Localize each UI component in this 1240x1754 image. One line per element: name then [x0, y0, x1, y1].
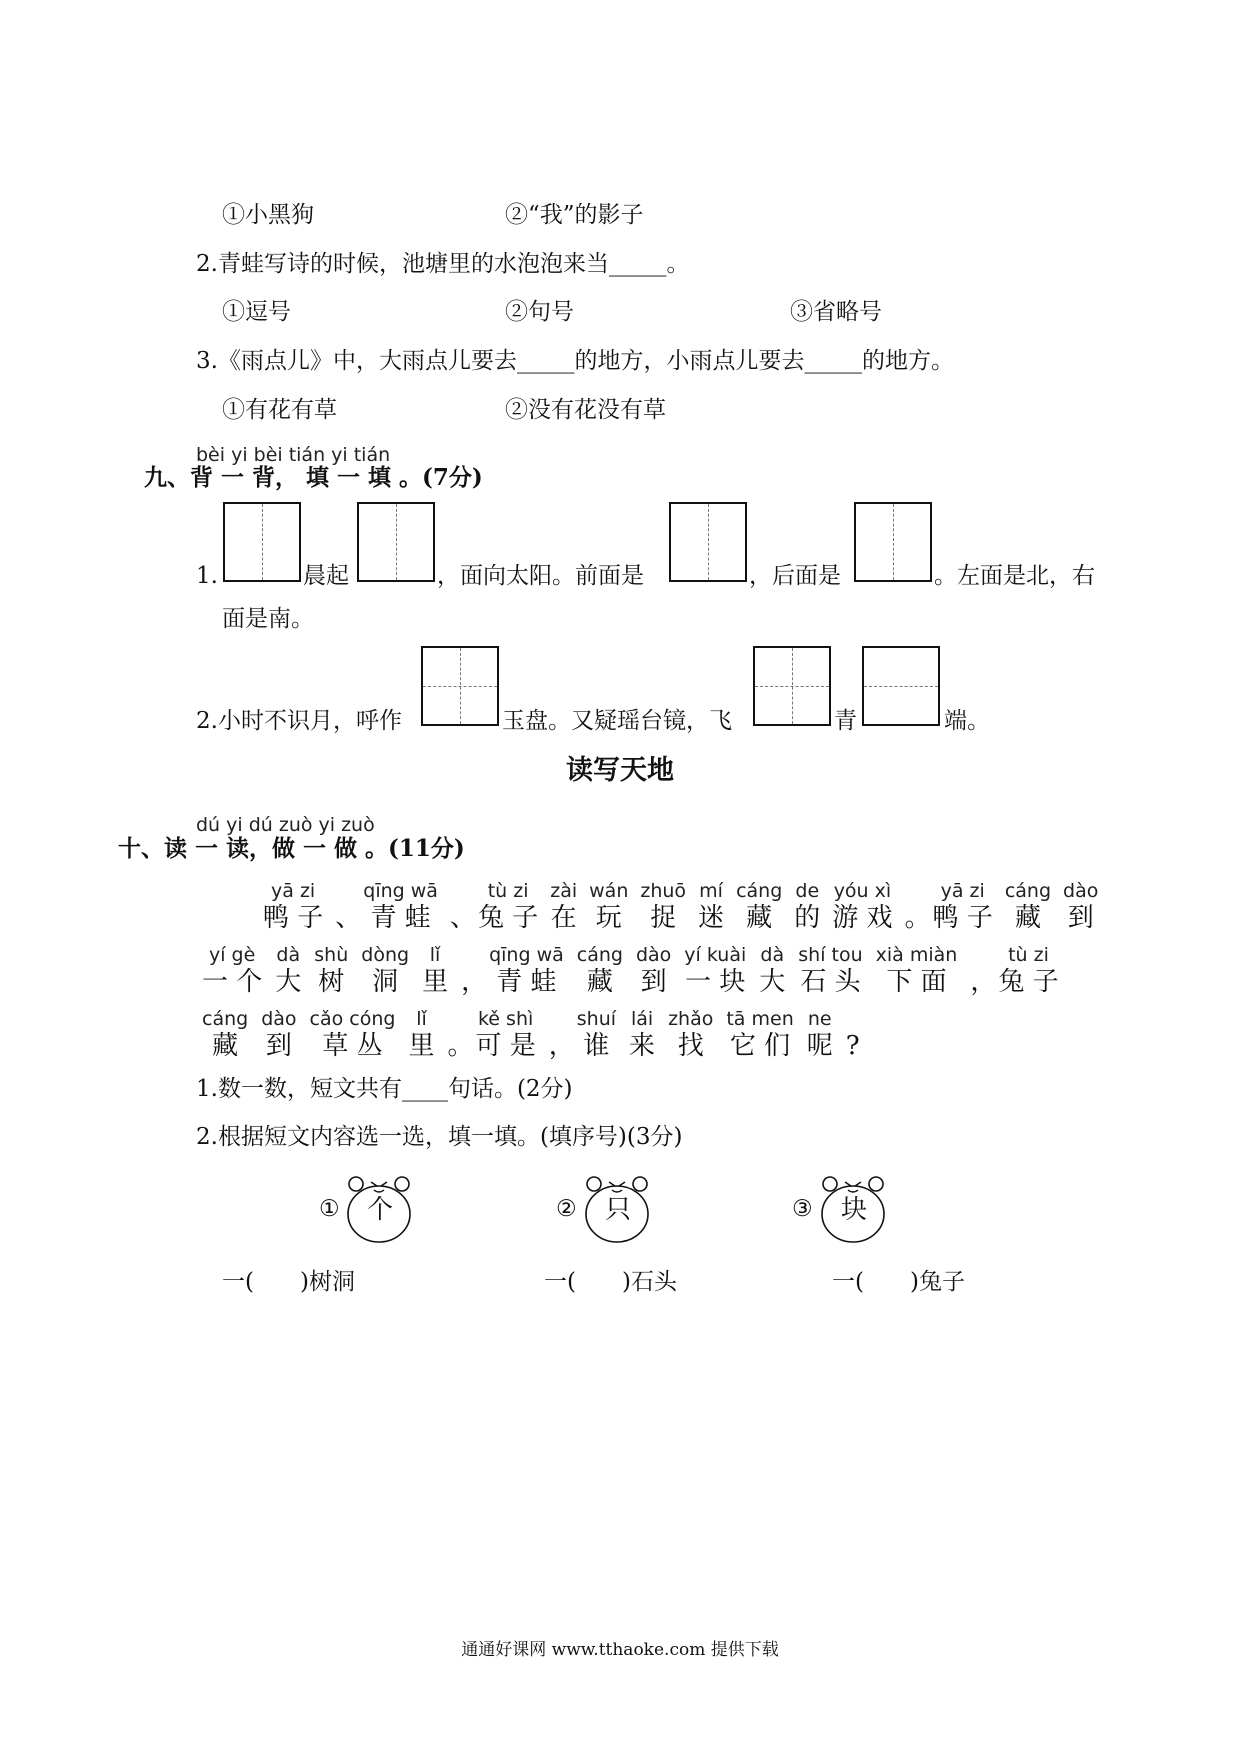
passage-word	[698, 880, 724, 934]
word-pinyin: shuí	[576, 1008, 617, 1030]
word-pinyin: tù zi	[487, 880, 529, 902]
q1-option-1: ①小黑狗	[222, 202, 314, 228]
word-hanzi: 呢	[806, 1031, 833, 1061]
passage-word	[478, 880, 538, 934]
q10-title-pinyin: dú yi dú zuò yi zuò	[196, 814, 375, 836]
passage-word	[202, 944, 262, 998]
word-pinyin: xià miàn	[875, 944, 958, 966]
word-hanzi: 大	[759, 967, 786, 997]
word-hanzi: 在	[550, 903, 577, 933]
word-pinyin: shí tou	[798, 944, 863, 966]
word-pinyin: cáng	[202, 1008, 249, 1030]
word-hanzi: 、	[335, 903, 362, 933]
word-pinyin: yóu xì	[833, 880, 892, 902]
word-pinyin: yā zi	[271, 880, 316, 902]
passage-word	[640, 880, 686, 934]
passage-word	[408, 1008, 434, 1062]
passage-word	[998, 944, 1058, 998]
passage-word	[549, 1008, 575, 1062]
word-hanzi: 到	[265, 1031, 292, 1061]
passage-word	[1063, 880, 1098, 934]
passage-word	[759, 944, 785, 998]
word-hanzi: 里	[408, 1031, 435, 1061]
q1-option-2: ②“我”的影子	[505, 202, 644, 228]
passage-word	[684, 944, 746, 998]
word-pinyin: yí kuài	[684, 944, 747, 966]
word-hanzi: 。	[904, 903, 931, 933]
fill-blank-2[interactable]: 一( )石头	[544, 1269, 677, 1295]
word-hanzi: 一 块	[685, 967, 746, 997]
q10-sub2: 2.根据短文内容选一选，填一填。(填序号)(3分)	[196, 1124, 683, 1150]
q2-option-1: ①逗号	[222, 299, 291, 325]
q3-option-1: ①有花有草	[222, 397, 337, 423]
word-hanzi: 找	[677, 1031, 704, 1061]
q10-sub1: 1.数一数，短文共有____句话。(2分)	[196, 1076, 573, 1102]
word-hanzi: 鸭 子	[932, 903, 993, 933]
word-pinyin: dà	[760, 944, 785, 966]
word-hanzi: 可 是	[475, 1031, 536, 1061]
word-pinyin: cáng	[1004, 880, 1052, 902]
answer-box[interactable]	[421, 646, 499, 726]
word-pinyin	[846, 1008, 860, 1030]
word-hanzi: 大	[275, 967, 302, 997]
word-hanzi: 青 蛙	[496, 967, 557, 997]
answer-box[interactable]	[753, 646, 831, 726]
passage-word	[261, 1008, 296, 1062]
word-pinyin: qīng wā	[489, 944, 564, 966]
word-hanzi: 藏	[212, 1031, 239, 1061]
word-pinyin	[450, 880, 476, 902]
word-hanzi: ，	[461, 967, 488, 997]
passage-word	[629, 1008, 655, 1062]
fill-blank-1[interactable]: 一( )树洞	[222, 1269, 355, 1295]
word-pinyin: lái	[630, 1008, 654, 1030]
word-pinyin: qīng wā	[363, 880, 438, 902]
choice-number: ③	[792, 1196, 813, 1222]
word-hanzi: 玩	[595, 903, 622, 933]
q9-line1-text-c: ，后面是	[749, 563, 841, 589]
word-hanzi: 的	[794, 903, 821, 933]
passage-word	[275, 944, 301, 998]
passage-word	[970, 944, 996, 998]
q9-line1-text-d: 。左面是北，右	[934, 563, 1095, 589]
passage-word	[636, 944, 671, 998]
word-pinyin: lǐ	[416, 1008, 427, 1030]
passage-word	[577, 944, 623, 998]
q2-option-2: ②句号	[505, 299, 574, 325]
q9-line1-text-b: ，面向太阳。前面是	[437, 563, 644, 589]
passage-word	[933, 880, 993, 934]
passage-word	[589, 880, 628, 934]
word-pinyin: tù zi	[1008, 944, 1049, 966]
word-hanzi: 它 们	[729, 1031, 791, 1061]
passage-word	[310, 1008, 396, 1062]
word-pinyin: wán	[589, 880, 629, 902]
passage-word	[794, 880, 820, 934]
passage-word	[726, 1008, 793, 1062]
word-hanzi: 青 蛙	[370, 903, 431, 933]
word-pinyin: yí gè	[208, 944, 256, 966]
answer-box[interactable]	[669, 502, 747, 582]
passage-line	[202, 944, 1072, 998]
passage-word	[736, 880, 782, 934]
passage-word	[1005, 880, 1051, 934]
passage-line	[202, 1008, 862, 1062]
q2-option-3: ③省略号	[790, 299, 882, 325]
word-hanzi: 里	[422, 967, 449, 997]
word-pinyin: yā zi	[940, 880, 985, 902]
word-hanzi: 下 面	[886, 967, 947, 997]
passage-word	[422, 944, 448, 998]
q9-line2-text-d: 端。	[944, 708, 990, 734]
word-hanzi: 迷	[698, 903, 725, 933]
passage-word	[447, 1008, 473, 1062]
word-hanzi: 鸭 子	[263, 903, 324, 933]
footer-text: 通通好课网 www.tthaoke.com 提供下载	[461, 1640, 779, 1660]
word-hanzi: 藏	[746, 903, 773, 933]
word-hanzi: 草 丛	[322, 1031, 383, 1061]
word-hanzi: 来	[629, 1031, 656, 1061]
word-pinyin	[447, 1008, 473, 1030]
word-pinyin: shù	[314, 944, 349, 966]
choice-char: 只	[605, 1195, 632, 1225]
passage-word	[876, 944, 958, 998]
word-pinyin: dào	[261, 1008, 297, 1030]
passage-word	[361, 944, 409, 998]
passage-word	[668, 1008, 713, 1062]
word-hanzi: 兔 子	[998, 967, 1059, 997]
word-pinyin: ne	[807, 1008, 832, 1030]
word-pinyin: lǐ	[429, 944, 441, 966]
q9-line2-text-a: 2.小时不识月，呼作	[196, 708, 402, 734]
word-pinyin: dào	[635, 944, 672, 966]
passage-word	[550, 880, 577, 934]
passage-word	[202, 1008, 248, 1062]
word-pinyin	[549, 1008, 575, 1030]
word-pinyin: cáng	[576, 944, 623, 966]
word-pinyin: cáng	[736, 880, 783, 902]
q9-title: 九、背 一 背， 填 一 填 。(7分)	[144, 464, 483, 491]
word-hanzi: 藏	[1014, 903, 1041, 933]
answer-box[interactable]	[862, 646, 940, 726]
answer-box[interactable]	[357, 502, 435, 582]
word-hanzi: 洞	[372, 967, 399, 997]
choice-number: ②	[556, 1196, 577, 1222]
word-pinyin: zhǎo	[668, 1008, 714, 1030]
q9-line1-continuation: 面是南。	[222, 606, 314, 632]
passage-word	[476, 1008, 536, 1062]
passage-word	[335, 880, 361, 934]
word-pinyin: dào	[1063, 880, 1099, 902]
word-pinyin: dòng	[361, 944, 410, 966]
word-pinyin: de	[795, 880, 820, 902]
word-hanzi: 到	[1067, 903, 1094, 933]
passage-word	[832, 880, 892, 934]
word-pinyin: kě shì	[477, 1008, 534, 1030]
word-pinyin: mí	[699, 880, 723, 902]
choice-number: ①	[319, 1196, 340, 1222]
q9-title-pinyin: bèi yi bèi tián yi tián	[196, 444, 391, 466]
word-hanzi: ，	[970, 967, 997, 997]
passage-word	[489, 944, 564, 998]
passage-word	[577, 1008, 616, 1062]
word-hanzi: 、	[449, 903, 476, 933]
word-pinyin	[461, 944, 487, 966]
word-pinyin: zài	[550, 880, 578, 902]
passage-word	[450, 880, 476, 934]
answer-box[interactable]	[854, 502, 932, 582]
word-pinyin: zhuō	[640, 880, 687, 902]
passage-word	[314, 944, 348, 998]
word-pinyin	[905, 880, 931, 902]
word-hanzi: 石 头	[800, 967, 861, 997]
answer-box[interactable]	[223, 502, 301, 582]
fill-blank-3[interactable]: 一( )兔子	[832, 1269, 965, 1295]
word-hanzi: 谁	[583, 1031, 610, 1061]
passage-word	[363, 880, 438, 934]
q2-stem: 2.青蛙写诗的时候，池塘里的水泡泡来当_____。	[196, 251, 690, 277]
word-hanzi: 。	[447, 1031, 474, 1061]
word-hanzi: ?	[845, 1031, 860, 1061]
passage-word	[461, 944, 487, 998]
word-pinyin: tā men	[726, 1008, 794, 1030]
word-hanzi: 树	[318, 967, 345, 997]
word-pinyin: cǎo cóng	[309, 1008, 396, 1030]
section-title: 读写天地	[566, 755, 674, 786]
word-pinyin	[335, 880, 361, 902]
q9-line2-text-c: 青	[834, 708, 857, 734]
choice-char: 块	[841, 1195, 868, 1225]
passage-word	[846, 1008, 860, 1062]
word-pinyin	[970, 944, 996, 966]
q3-stem: 3.《雨点儿》中，大雨点儿要去_____的地方，小雨点儿要去_____的地方。	[196, 348, 954, 374]
q9-line2-text-b: 玉盘。又疑瑶台镜，飞	[502, 708, 732, 734]
word-hanzi: 藏	[586, 967, 613, 997]
q9-line1-number: 1.	[196, 563, 218, 589]
word-hanzi: 一 个	[202, 967, 263, 997]
q3-option-2: ②没有花没有草	[505, 397, 666, 423]
word-hanzi: ，	[548, 1031, 575, 1061]
q9-line1-text-a: 晨起	[303, 563, 349, 589]
word-hanzi: 到	[640, 967, 667, 997]
q10-title: 十、读 一 读，做 一 做 。(11分)	[118, 835, 465, 862]
choice-char: 个	[367, 1195, 394, 1225]
word-hanzi: 兔 子	[477, 903, 539, 933]
passage-word	[807, 1008, 833, 1062]
passage-word	[905, 880, 931, 934]
passage-line	[263, 880, 1110, 934]
word-hanzi: 捉	[650, 903, 677, 933]
word-pinyin: dà	[276, 944, 301, 966]
passage-word	[798, 944, 862, 998]
word-hanzi: 游 戏	[832, 903, 893, 933]
passage-word	[263, 880, 323, 934]
